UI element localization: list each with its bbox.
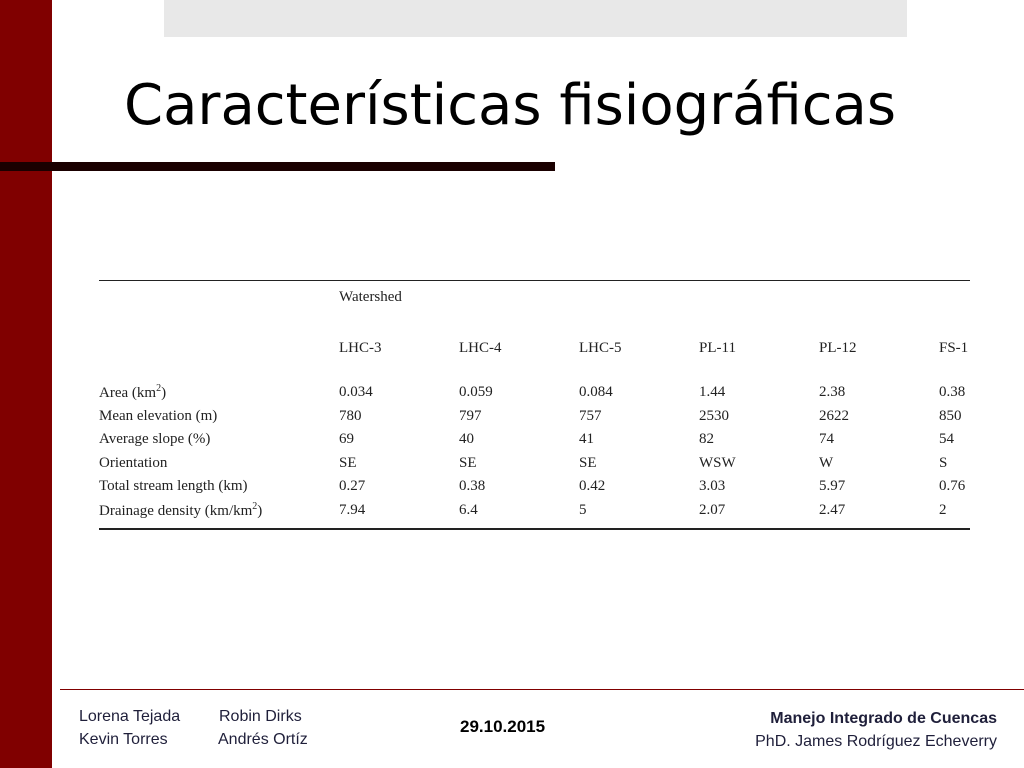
table-cell: 757: [579, 407, 602, 424]
table-cell: 5.97: [819, 478, 846, 495]
row-label: Total stream length (km): [99, 478, 248, 495]
row-label: Mean elevation (m): [99, 407, 218, 424]
table-cell: 2.07: [699, 501, 726, 518]
table-row: [99, 405, 970, 429]
column-header: LHC-3: [339, 339, 382, 356]
table-cell: SE: [339, 454, 357, 471]
table-cell: 54: [939, 431, 954, 448]
table-cell: 0.084: [579, 384, 613, 401]
table-cell: 1.44: [699, 384, 726, 401]
left-accent-bar: [0, 0, 52, 768]
table-cell: 40: [459, 431, 474, 448]
table-row: [99, 381, 970, 405]
table-cell: SE: [579, 454, 597, 471]
table-cell: 2.38: [819, 384, 846, 401]
table-cell: 7.94: [339, 501, 366, 518]
watershed-group-header: Watershed: [339, 289, 402, 305]
footer-author: Kevin Torres: [79, 731, 168, 748]
row-label: Orientation: [99, 454, 168, 471]
table-cell: 6.4: [459, 501, 478, 518]
footer-course-title: Manejo Integrado de Cuencas: [770, 710, 997, 727]
footer-author: Robin Dirks: [219, 708, 302, 725]
table-cell: 2622: [819, 407, 849, 424]
footer-author: Lorena Tejada: [79, 708, 181, 725]
table-cell: 69: [339, 431, 354, 448]
footer-date: 29.10.2015: [460, 717, 546, 736]
table-cell: WSW: [699, 454, 736, 471]
table-cell: 0.38: [939, 384, 966, 401]
table-cell: 3.03: [699, 478, 726, 495]
table-cell: 41: [579, 431, 594, 448]
table-cell: 0.76: [939, 478, 966, 495]
column-header: LHC-4: [459, 339, 502, 356]
table-cell: 0.42: [579, 478, 606, 495]
footer-author: Andrés Ortíz: [218, 731, 308, 748]
table-cell: 850: [939, 407, 962, 424]
table-cell: 2.47: [819, 501, 846, 518]
table-cell: 0.059: [459, 384, 493, 401]
header-banner: [164, 0, 907, 37]
table-cell: 797: [459, 407, 482, 424]
footer-divider: [60, 689, 1024, 690]
table-cell: SE: [459, 454, 477, 471]
table-cell: 780: [339, 407, 362, 424]
table-row: [99, 452, 970, 476]
column-header: FS-1: [939, 339, 969, 356]
table-row: [99, 428, 970, 452]
row-label: Average slope (%): [99, 431, 211, 448]
table-cell: 5: [579, 501, 587, 518]
table-row: [99, 475, 970, 499]
table-cell: 74: [819, 431, 834, 448]
table-cell: 0.034: [339, 384, 373, 401]
watershed-table: [99, 280, 970, 530]
table-cell: W: [819, 454, 834, 471]
table-bottom-rule: [99, 528, 970, 530]
table-cell: 0.38: [459, 478, 486, 495]
row-label: Drainage density $(km/km^2)$: [99, 500, 263, 519]
table-cell: 2530: [699, 407, 729, 424]
row-label: Area $(km^2)$: [99, 383, 167, 402]
table-cell: 82: [699, 431, 714, 448]
table-cell: S: [939, 454, 948, 471]
column-header: LHC-5: [579, 339, 622, 356]
table-row: [99, 499, 970, 529]
table-cell: 2: [939, 501, 947, 518]
slide-title: Características fisiográficas: [124, 73, 897, 138]
title-underline: [0, 162, 555, 171]
column-header: PL-11: [699, 339, 736, 356]
footer-professor: PhD. James Rodríguez Echeverry: [755, 733, 997, 750]
table-header-row: [99, 327, 970, 369]
table-cell: 0.27: [339, 478, 366, 495]
column-header: PL-12: [819, 339, 857, 356]
